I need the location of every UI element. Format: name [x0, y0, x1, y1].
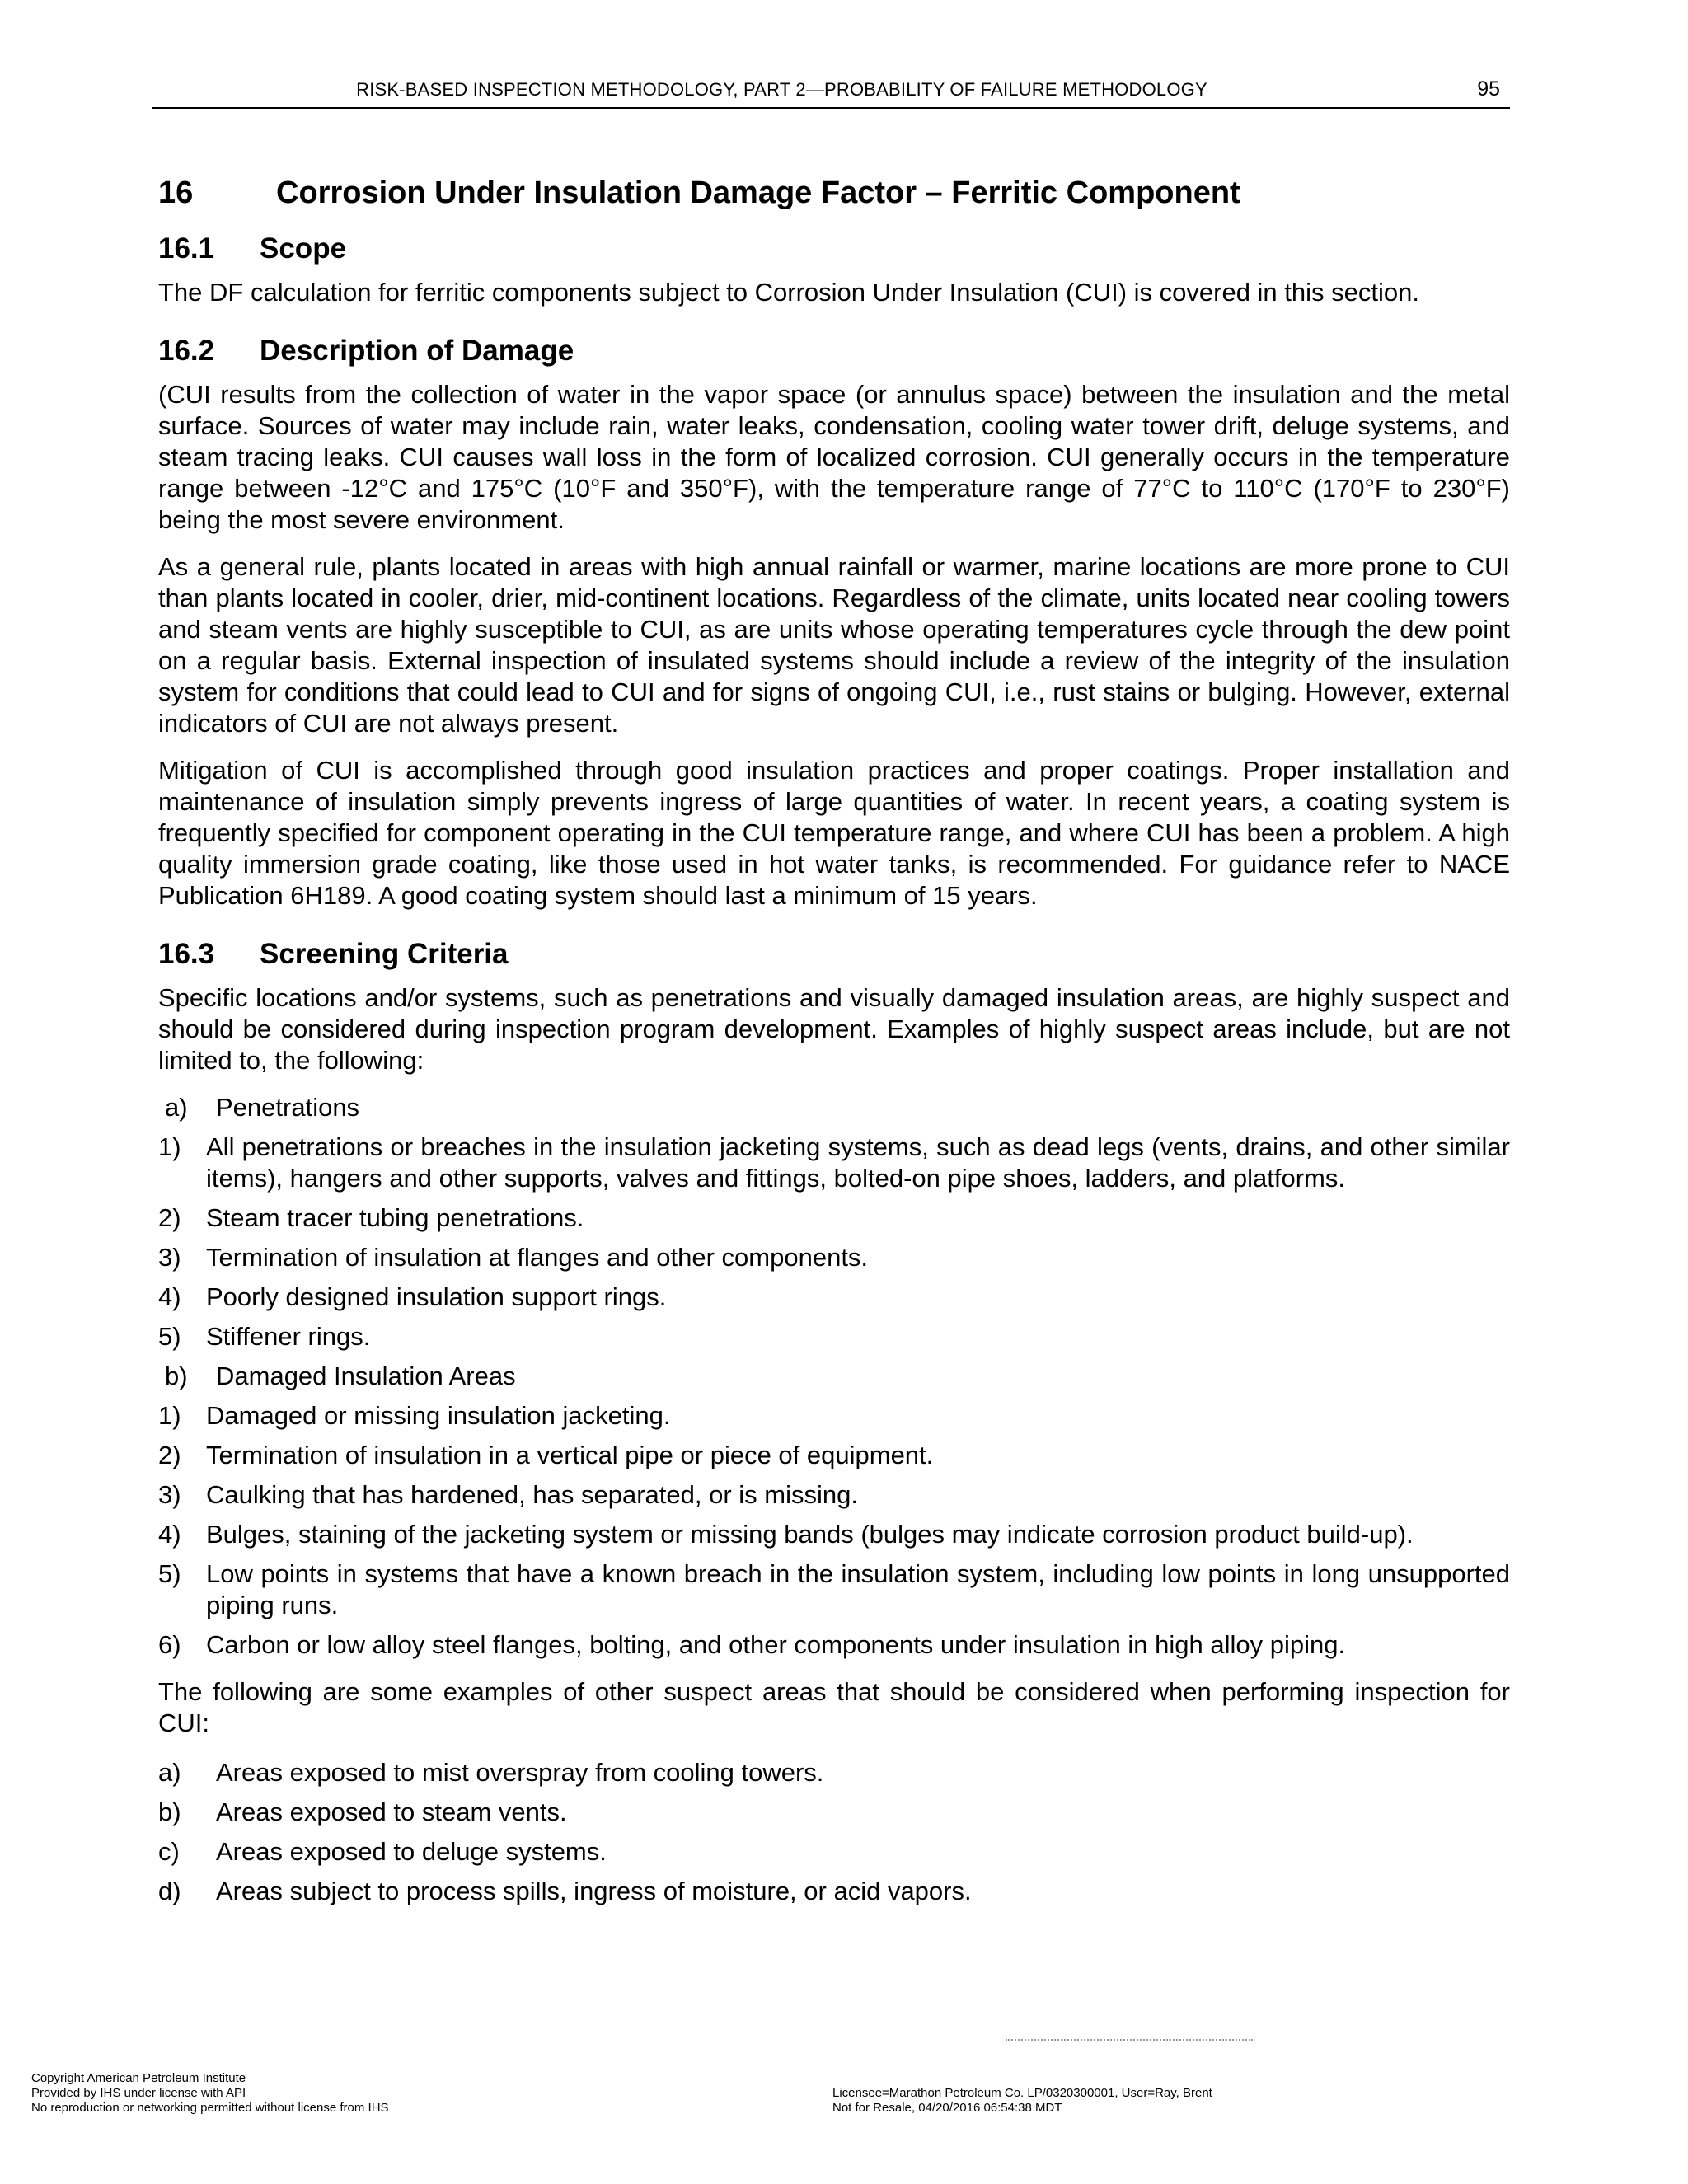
list-item-text: Damaged or missing insulation jacketing.	[206, 1401, 671, 1430]
list-item-text: Low points in systems that have a known breach in the insulation system, including low points in long unsupported piping runs.	[206, 1559, 1510, 1619]
list-marker: 3)	[158, 1243, 181, 1272]
section-number: 16	[158, 176, 194, 210]
list-item	[158, 1836, 1510, 1868]
footer-line: Licensee=Marathon Petroleum Co. LP/0320300001, User=Ray, Brent	[832, 2086, 1212, 2100]
list-marker: 1)	[158, 1132, 181, 1161]
list-marker: 1)	[158, 1401, 181, 1430]
list-item-text: Areas subject to process spills, ingress of moisture, or acid vapors.	[216, 1877, 972, 1905]
list-group-heading	[158, 1092, 1510, 1123]
list-marker: 4)	[158, 1520, 181, 1549]
description-title: Description of Damage	[260, 335, 574, 367]
list-marker: d)	[158, 1877, 181, 1905]
screening-heading	[158, 936, 1510, 972]
scope-heading	[158, 231, 1510, 267]
list-item	[158, 1876, 1510, 1907]
description-paragraph: (CUI results from the collection of water in the vapor space (or annulus space) between the insulation and the metal surface. Sources of water may include rain, water leaks, condensation, cooling water tower drift, deluge systems, and steam tracing leaks. CUI causes wall loss in the form of localized corrosion. CUI generally occurs in the temperature range between -12°C and 175°C (10°F and 350°F), with the temperature range of 77°C to 110°C (170°F to 230°F) being the most severe environment.	[158, 380, 1510, 534]
list-marker: 3)	[158, 1480, 181, 1509]
list-group-label: Penetrations	[216, 1093, 360, 1122]
list-marker: 5)	[158, 1559, 181, 1588]
list-marker: a)	[165, 1093, 188, 1122]
screening-section	[158, 936, 1510, 1907]
list-item	[158, 1242, 1510, 1273]
footer-line: Provided by IHS under license with API	[31, 2086, 246, 2100]
section-heading	[158, 173, 1510, 213]
list-item-text: Bulges, staining of the jacketing system or missing bands (bulges may indicate corrosion product build-up).	[206, 1520, 1414, 1549]
screening-list	[158, 1092, 1510, 1661]
scope-title: Scope	[260, 232, 347, 265]
list-item	[158, 1400, 1510, 1432]
list-marker: a)	[158, 1758, 181, 1787]
list-marker: b)	[158, 1797, 181, 1826]
list-marker: c)	[158, 1837, 180, 1866]
list-group-label: Damaged Insulation Areas	[216, 1361, 516, 1390]
section-title: Corrosion Under Insulation Damage Factor – Ferritic Component	[276, 176, 1240, 210]
scope-section	[158, 231, 1510, 308]
list-item	[158, 1202, 1510, 1234]
scope-number: 16.1	[158, 232, 215, 265]
list-item-text: Areas exposed to mist overspray from cooling towers.	[216, 1758, 824, 1787]
footer-licensee	[832, 2086, 1212, 2116]
list-item-text: Poorly designed insulation support rings.	[206, 1282, 667, 1311]
list-item	[158, 1519, 1510, 1550]
list-item	[158, 1440, 1510, 1471]
list-item-text: All penetrations or breaches in the insulation jacketing systems, such as dead legs (vents, drains, and other similar items), hangers and other supports, valves and fittings, bolted-on pipe shoes, ladders, and platforms.	[206, 1132, 1510, 1193]
list-marker: 6)	[158, 1630, 181, 1659]
document-body	[158, 173, 1510, 1940]
other-areas-list	[158, 1757, 1510, 1907]
description-number: 16.2	[158, 335, 215, 367]
screening-intro: Specific locations and/or systems, such as penetrations and visually damaged insulation areas, are highly suspect and should be considered during inspection program development. Examples of highly suspect areas include, but are not limited to, the following:	[158, 983, 1510, 1075]
footer-line: No reproduction or networking permitted without license from IHS	[31, 2101, 389, 2115]
list-item-text: Stiffener rings.	[206, 1322, 371, 1351]
screening-number: 16.3	[158, 938, 215, 970]
list-item	[158, 1479, 1510, 1511]
list-item	[158, 1629, 1510, 1661]
list-item	[158, 1321, 1510, 1352]
running-header	[152, 76, 1510, 109]
description-paragraph: Mitigation of CUI is accomplished through good insulation practices and proper coatings. Proper installation and maintenance of insulation simply prevents ingress of large quantities of water. In recent years, a coating system is frequently specified for component operating in the CUI temperature range, and where CUI has been a problem. A high quality immersion grade coating, like those used in hot water tanks, is recommended. For guidance refer to NACE Publication 6H189. A good coating system should last a minimum of 15 years.	[158, 756, 1510, 910]
list-item-text: Carbon or low alloy steel flanges, bolting, and other components under insulation in high alloy piping.	[206, 1630, 1346, 1659]
list-item-text: Areas exposed to steam vents.	[216, 1797, 567, 1826]
list-item-text: Areas exposed to deluge systems.	[216, 1837, 607, 1866]
description-paragraph: As a general rule, plants located in areas with high annual rainfall or warmer, marine locations are more prone to CUI than plants located in cooler, drier, mid-continent locations. Regardless of the climate, units located near cooling towers and steam vents are highly susceptible to CUI, as are units whose operating temperatures cycle through the dew point on a regular basis. External inspection of insulated systems should include a review of the integrity of the insulation system for conditions that could lead to CUI and for signs of ongoing CUI, i.e., rust stains or bulging. However, external indicators of CUI are not always present.	[158, 552, 1510, 738]
page-number: 95	[1477, 77, 1500, 101]
footer-line: Not for Resale, 04/20/2016 06:54:38 MDT	[832, 2101, 1062, 2115]
decorative-dots	[1006, 2029, 1253, 2041]
list-item	[158, 1797, 1510, 1828]
screening-title: Screening Criteria	[260, 938, 509, 970]
list-item-text: Termination of insulation at flanges and other components.	[206, 1243, 869, 1272]
footer-copyright	[31, 2071, 389, 2116]
description-section	[158, 333, 1510, 912]
list-marker: 2)	[158, 1441, 181, 1469]
list-marker: 5)	[158, 1322, 181, 1351]
list-item-text: Termination of insulation in a vertical pipe or piece of equipment.	[206, 1441, 934, 1469]
other-areas-intro: The following are some examples of other suspect areas that should be considered when performing inspection for CUI:	[158, 1677, 1510, 1737]
list-marker: 4)	[158, 1282, 181, 1311]
running-title: RISK-BASED INSPECTION METHODOLOGY, PART 2—PROBABILITY OF FAILURE METHODOLOGY	[356, 79, 1207, 100]
list-marker: b)	[165, 1361, 188, 1390]
list-item	[158, 1757, 1510, 1788]
list-marker: 2)	[158, 1203, 181, 1232]
list-item	[158, 1558, 1510, 1621]
scope-paragraph: The DF calculation for ferritic components subject to Corrosion Under Insulation (CUI) is covered in this section.	[158, 278, 1419, 307]
list-item	[158, 1132, 1510, 1194]
list-item	[158, 1282, 1510, 1313]
list-group-heading	[158, 1361, 1510, 1392]
list-item-text: Steam tracer tubing penetrations.	[206, 1203, 584, 1232]
list-item-text: Caulking that has hardened, has separated, or is missing.	[206, 1480, 858, 1509]
footer-line: Copyright American Petroleum Institute	[31, 2071, 246, 2085]
description-heading	[158, 333, 1510, 369]
